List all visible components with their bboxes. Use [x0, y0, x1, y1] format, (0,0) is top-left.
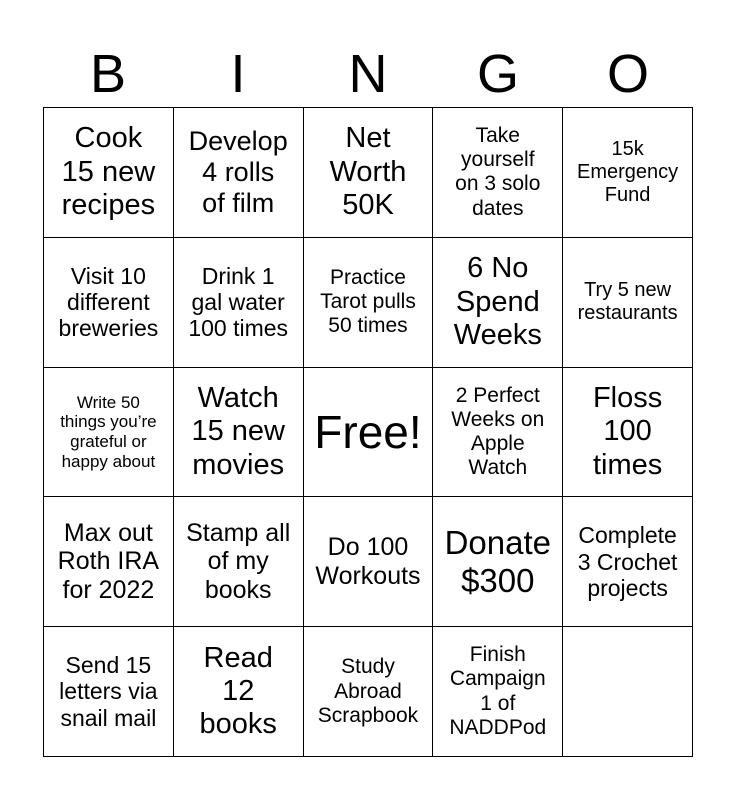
cell-text: Net Worth 50K: [329, 122, 407, 222]
empty-cell[interactable]: [563, 627, 693, 757]
bingo-cell[interactable]: [563, 368, 693, 498]
cell-text: 6 No Spend Weeks: [453, 252, 542, 351]
bingo-cell[interactable]: [304, 238, 434, 368]
bingo-cell[interactable]: [44, 368, 174, 498]
cell-text: Write 50 things you’re grateful or happy about: [60, 392, 157, 471]
bingo-cell[interactable]: [304, 497, 434, 627]
cell-text: Donate $300: [444, 523, 551, 599]
bingo-cell[interactable]: [433, 627, 563, 757]
bingo-cell[interactable]: [563, 497, 693, 627]
cell-text: Cook 15 new recipes: [61, 122, 156, 222]
cell-text: Finish Campaign 1 of NADDPod: [449, 643, 547, 739]
header-letter-g: G: [476, 44, 519, 104]
bingo-cell[interactable]: [44, 627, 174, 757]
bingo-cell[interactable]: [563, 238, 693, 368]
free-space-cell[interactable]: [304, 368, 434, 498]
bingo-cell[interactable]: [174, 238, 304, 368]
cell-text: Drink 1 gal water 100 times: [188, 262, 289, 342]
header-letter-n: N: [348, 44, 388, 104]
bingo-cell[interactable]: [44, 497, 174, 627]
cell-text: Develop 4 rolls of film: [188, 125, 288, 218]
cell-text: Study Abroad Scrapbook: [317, 655, 419, 727]
cell-text: Take yourself on 3 solo dates: [455, 124, 541, 220]
bingo-cell[interactable]: [433, 368, 563, 498]
cell-text: Read 12 books: [199, 641, 277, 741]
cell-text: Floss 100 times: [592, 381, 663, 481]
bingo-cell[interactable]: [563, 108, 693, 238]
cell-text: Do 100 Workouts: [315, 533, 421, 590]
bingo-cell[interactable]: [433, 108, 563, 238]
cell-text: Complete 3 Crochet projects: [577, 522, 678, 601]
cell-text: Watch 15 new movies: [191, 381, 285, 481]
bingo-board: [43, 107, 693, 757]
header-letter-i: I: [230, 44, 246, 104]
header-letter-b: B: [89, 44, 127, 104]
bingo-cell[interactable]: [174, 108, 304, 238]
bingo-cell[interactable]: [44, 238, 174, 368]
bingo-cell[interactable]: [433, 497, 563, 627]
cell-text: Send 15 letters via snail mail: [59, 651, 158, 731]
bingo-cell[interactable]: [174, 627, 304, 757]
bingo-cell[interactable]: [174, 497, 304, 627]
cell-text: Max out Roth IRA for 2022: [57, 518, 160, 605]
cell-text: 15k Emergency Fund: [577, 137, 679, 206]
cell-text: 2 Perfect Weeks on Apple Watch: [451, 383, 545, 480]
cell-text: Try 5 new restaurants: [577, 279, 678, 325]
cell-text: Stamp all of my books: [186, 518, 291, 605]
bingo-header: [43, 42, 693, 106]
bingo-cell[interactable]: [44, 108, 174, 238]
cell-text: Visit 10 different breweries: [58, 262, 159, 342]
bingo-cell[interactable]: [304, 627, 434, 757]
bingo-cell[interactable]: [304, 108, 434, 238]
cell-text: Free!: [314, 405, 422, 458]
bingo-cell[interactable]: [433, 238, 563, 368]
cell-text: Practice Tarot pulls 50 times: [320, 265, 416, 338]
bingo-cell[interactable]: [174, 368, 304, 498]
header-letter-o: O: [606, 44, 649, 104]
